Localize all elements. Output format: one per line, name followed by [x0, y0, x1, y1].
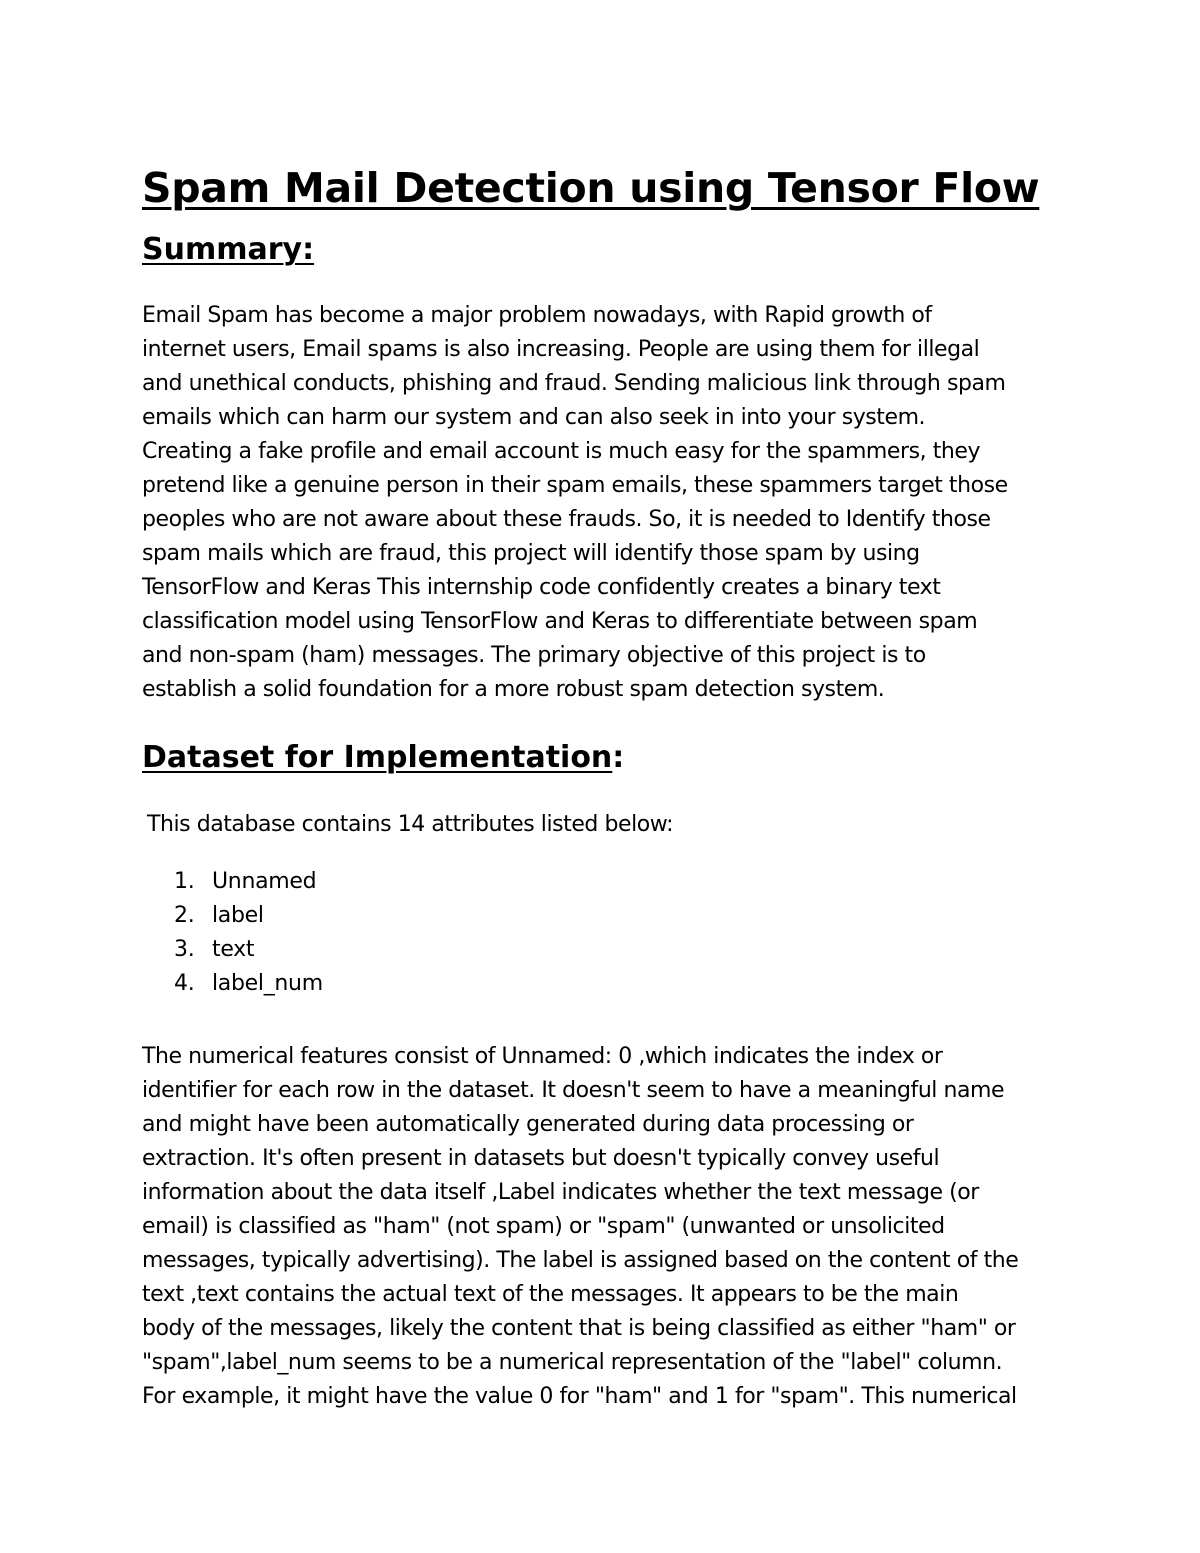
features-line: The numerical features consist of Unnamed: 0 ,which indicates the index or	[142, 1044, 943, 1069]
summary-line: spam mails which are fraud, this project will identify those spam by using	[142, 541, 920, 566]
summary-heading	[142, 230, 314, 270]
attribute-list	[174, 865, 323, 1001]
summary-line: peoples who are not aware about these frauds. So, it is needed to Identify those	[142, 507, 991, 532]
list-text: label_num	[212, 971, 323, 996]
list-text: Unnamed	[212, 869, 317, 894]
list-text: text	[212, 937, 255, 962]
summary-line: and non-spam (ham) messages. The primary objective of this project is to	[142, 643, 926, 668]
dataset-intro: This database contains 14 attributes listed below:	[147, 812, 674, 837]
document-title: Spam Mail Detection using Tensor Flow	[142, 164, 1040, 212]
features-line: and might have been automatically generated during data processing or	[142, 1112, 914, 1137]
dataset-heading-text: Dataset for Implementation	[142, 740, 613, 775]
list-number: 1.	[174, 869, 195, 894]
summary-line: TensorFlow and Keras This internship code confidently creates a binary text	[142, 575, 941, 600]
summary-line: establish a solid foundation for a more robust spam detection system.	[142, 677, 885, 702]
summary-line: classification model using TensorFlow and Keras to differentiate between spam	[142, 609, 978, 634]
list-item	[174, 865, 323, 899]
features-line: extraction. It's often present in datasets but doesn't typically convey useful	[142, 1146, 940, 1171]
summary-line: Creating a fake profile and email account is much easy for the spammers, they	[142, 439, 981, 464]
list-item	[174, 967, 323, 1001]
features-line: "spam",label_num seems to be a numerical representation of the "label" column.	[142, 1350, 1003, 1375]
summary-paragraph	[142, 299, 1082, 707]
list-text: label	[212, 903, 264, 928]
features-line: messages, typically advertising). The label is assigned based on the content of the	[142, 1248, 1019, 1273]
features-line: text ,text contains the actual text of the messages. It appears to be the main	[142, 1282, 959, 1307]
list-item	[174, 899, 323, 933]
features-line: body of the messages, likely the content that is being classified as either "ham" or	[142, 1316, 1016, 1341]
list-number: 3.	[174, 937, 195, 962]
dataset-heading	[142, 738, 624, 778]
list-number: 2.	[174, 903, 195, 928]
summary-line: internet users, Email spams is also increasing. People are using them for illegal	[142, 337, 980, 362]
features-line: For example, it might have the value 0 for "ham" and 1 for "spam". This numerical	[142, 1384, 1017, 1409]
list-item	[174, 933, 323, 967]
summary-line: emails which can harm our system and can also seek in into your system.	[142, 405, 926, 430]
summary-line: pretend like a genuine person in their spam emails, these spammers target those	[142, 473, 1008, 498]
features-paragraph	[142, 1040, 1082, 1414]
summary-line: Email Spam has become a major problem nowadays, with Rapid growth of	[142, 303, 932, 328]
list-number: 4.	[174, 971, 195, 996]
features-line: information about the data itself ,Label indicates whether the text message (or	[142, 1180, 979, 1205]
features-line: email) is classified as "ham" (not spam) or "spam" (unwanted or unsolicited	[142, 1214, 945, 1239]
summary-line: and unethical conducts, phishing and fraud. Sending malicious link through spam	[142, 371, 1006, 396]
summary-heading-text: Summary:	[142, 232, 315, 267]
dataset-heading-colon: :	[612, 740, 625, 775]
features-line: identifier for each row in the dataset. It doesn't seem to have a meaningful name	[142, 1078, 1005, 1103]
